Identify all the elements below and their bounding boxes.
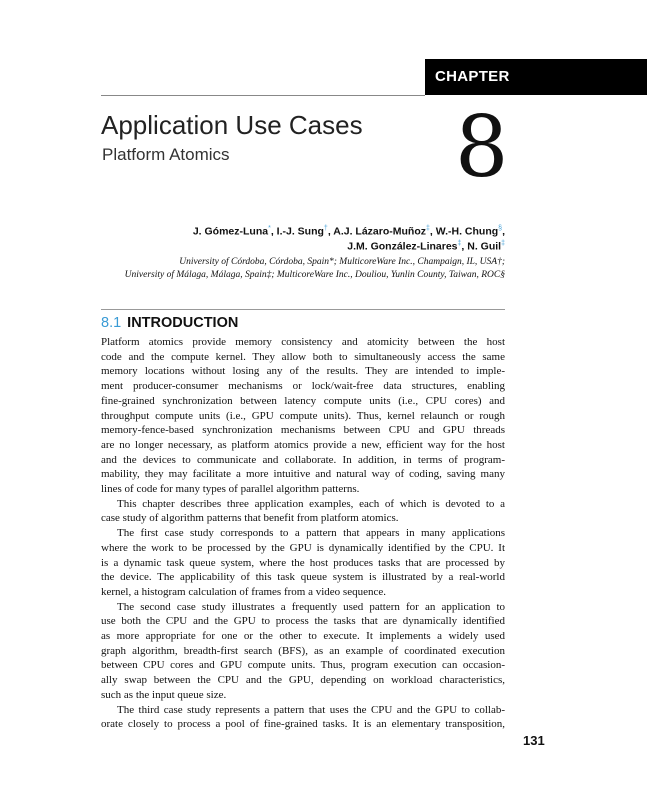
text-line: Platform atomics provide memory consistency and atomicity between the host — [101, 336, 505, 348]
affiliation-mark: § — [498, 225, 503, 232]
text-line: where the work to be processed by the GPU is dynamically identified by the CPU. It — [101, 541, 505, 554]
body-text — [101, 335, 505, 732]
text-line: The second case study illustrates a frequently used pattern for an application to — [117, 600, 505, 613]
text-line: The third case study represents a pattern that uses the CPU and the GPU to collab- — [117, 703, 505, 716]
chapter-label: CHAPTER — [435, 68, 510, 85]
text-line: kernel, a histogram calculation of frames from a video sequence. — [101, 585, 386, 598]
text-line: the device. The applicability of this task queue system is illustrated by a real-world — [101, 571, 505, 584]
text-line: fine-grained synchronization between latency compute units (i.e., CPU cores) and — [101, 394, 505, 407]
paragraph — [101, 335, 505, 497]
affiliation-mark: † — [323, 225, 328, 232]
text-line: orate closely to process a pool of fine-grained tasks. It is an elementary transposition, — [101, 718, 505, 731]
authors-line-1: J. Gómez-Luna*, I.-J. Sung†, A.J. Lázaro-Muñoz‡, W.-H. Chung§, — [192, 225, 505, 238]
paragraph — [101, 600, 505, 703]
section-rule — [101, 309, 505, 310]
authors-line-2: J.M. González-Linares‡, N. Guil‡ — [347, 240, 505, 253]
text-line: such as the input queue size. — [101, 688, 227, 701]
text-line: are no longer necessary, as platform atomics provide a new, efficient way for the host — [101, 438, 505, 451]
text-line: The first case study corresponds to a pattern that appears in many applications — [117, 527, 505, 540]
section-heading — [101, 315, 238, 331]
affiliation-line-2: University of Málaga, Málaga, Spain‡; MulticoreWare Inc., Douliou, Yunlin County, Taiwan, ROC§ — [124, 270, 505, 280]
paragraph — [101, 526, 505, 600]
text-line: as more appropriate for one or the other to execute. It implements a widely used — [101, 630, 505, 643]
text-line: and the devices to communicate and collaborate. In addition, in terms of program- — [101, 453, 505, 466]
section-number: 8.1 — [101, 315, 122, 331]
text-line: between CPU cores and GPU compute units. Thus, program execution can occasion- — [101, 659, 505, 672]
affiliation-mark: * — [268, 225, 271, 232]
text-line: This chapter describes three application examples, each of which is devoted to a — [117, 497, 505, 510]
text-line: throughput compute units (i.e., GPU compute units). Thus, kernel relaunch or rough — [101, 409, 505, 422]
page-number: 131 — [523, 733, 545, 748]
affiliation-mark: ‡ — [457, 240, 462, 247]
section-title: INTRODUCTION — [127, 315, 239, 331]
text-line: memory-fence-based synchronization mechanisms between CPU and GPU threads — [101, 424, 505, 437]
text-line: is a dynamic task queue system, where the host produces tasks that are processed by — [101, 556, 505, 569]
affiliation-mark: ‡ — [426, 225, 430, 232]
text-line: code and the compute kernel. They allow both to simultaneously access the same — [101, 350, 505, 363]
text-line: mability, they may facilitate a more intuitive and natural way of coding, saving many — [101, 468, 505, 481]
text-line: ally swap between the CPU and the GPU, depending on workload characteristics, — [101, 674, 505, 687]
paragraph — [101, 497, 505, 526]
affiliation-line-1: University of Córdoba, Córdoba, Spain*; MulticoreWare Inc., Champaign, IL, USA†; — [179, 257, 505, 267]
chapter-subtitle: Platform Atomics — [102, 145, 230, 164]
text-line: lines of code for many types of parallel algorithm patterns. — [101, 483, 360, 496]
text-line: case study of algorithm patterns that benefit from platform atomics. — [101, 512, 399, 525]
header-rule — [101, 95, 425, 96]
chapter-number: 8 — [455, 98, 509, 196]
text-line: ment producer-consumer mechanisms or lock/wait-free data structures, enabling — [101, 380, 505, 393]
text-line: use both the CPU and the GPU to process the tasks that are dynamically identified — [101, 615, 505, 628]
text-line: memory locations without losing any of the results. They are intended to imple- — [101, 365, 505, 378]
text-line: graph algorithm, breadth-first search (BFS), as an example of coordinated execution — [101, 644, 505, 657]
chapter-title: Application Use Cases — [101, 110, 363, 140]
paragraph — [101, 703, 505, 732]
affiliation-mark: ‡ — [501, 240, 505, 247]
